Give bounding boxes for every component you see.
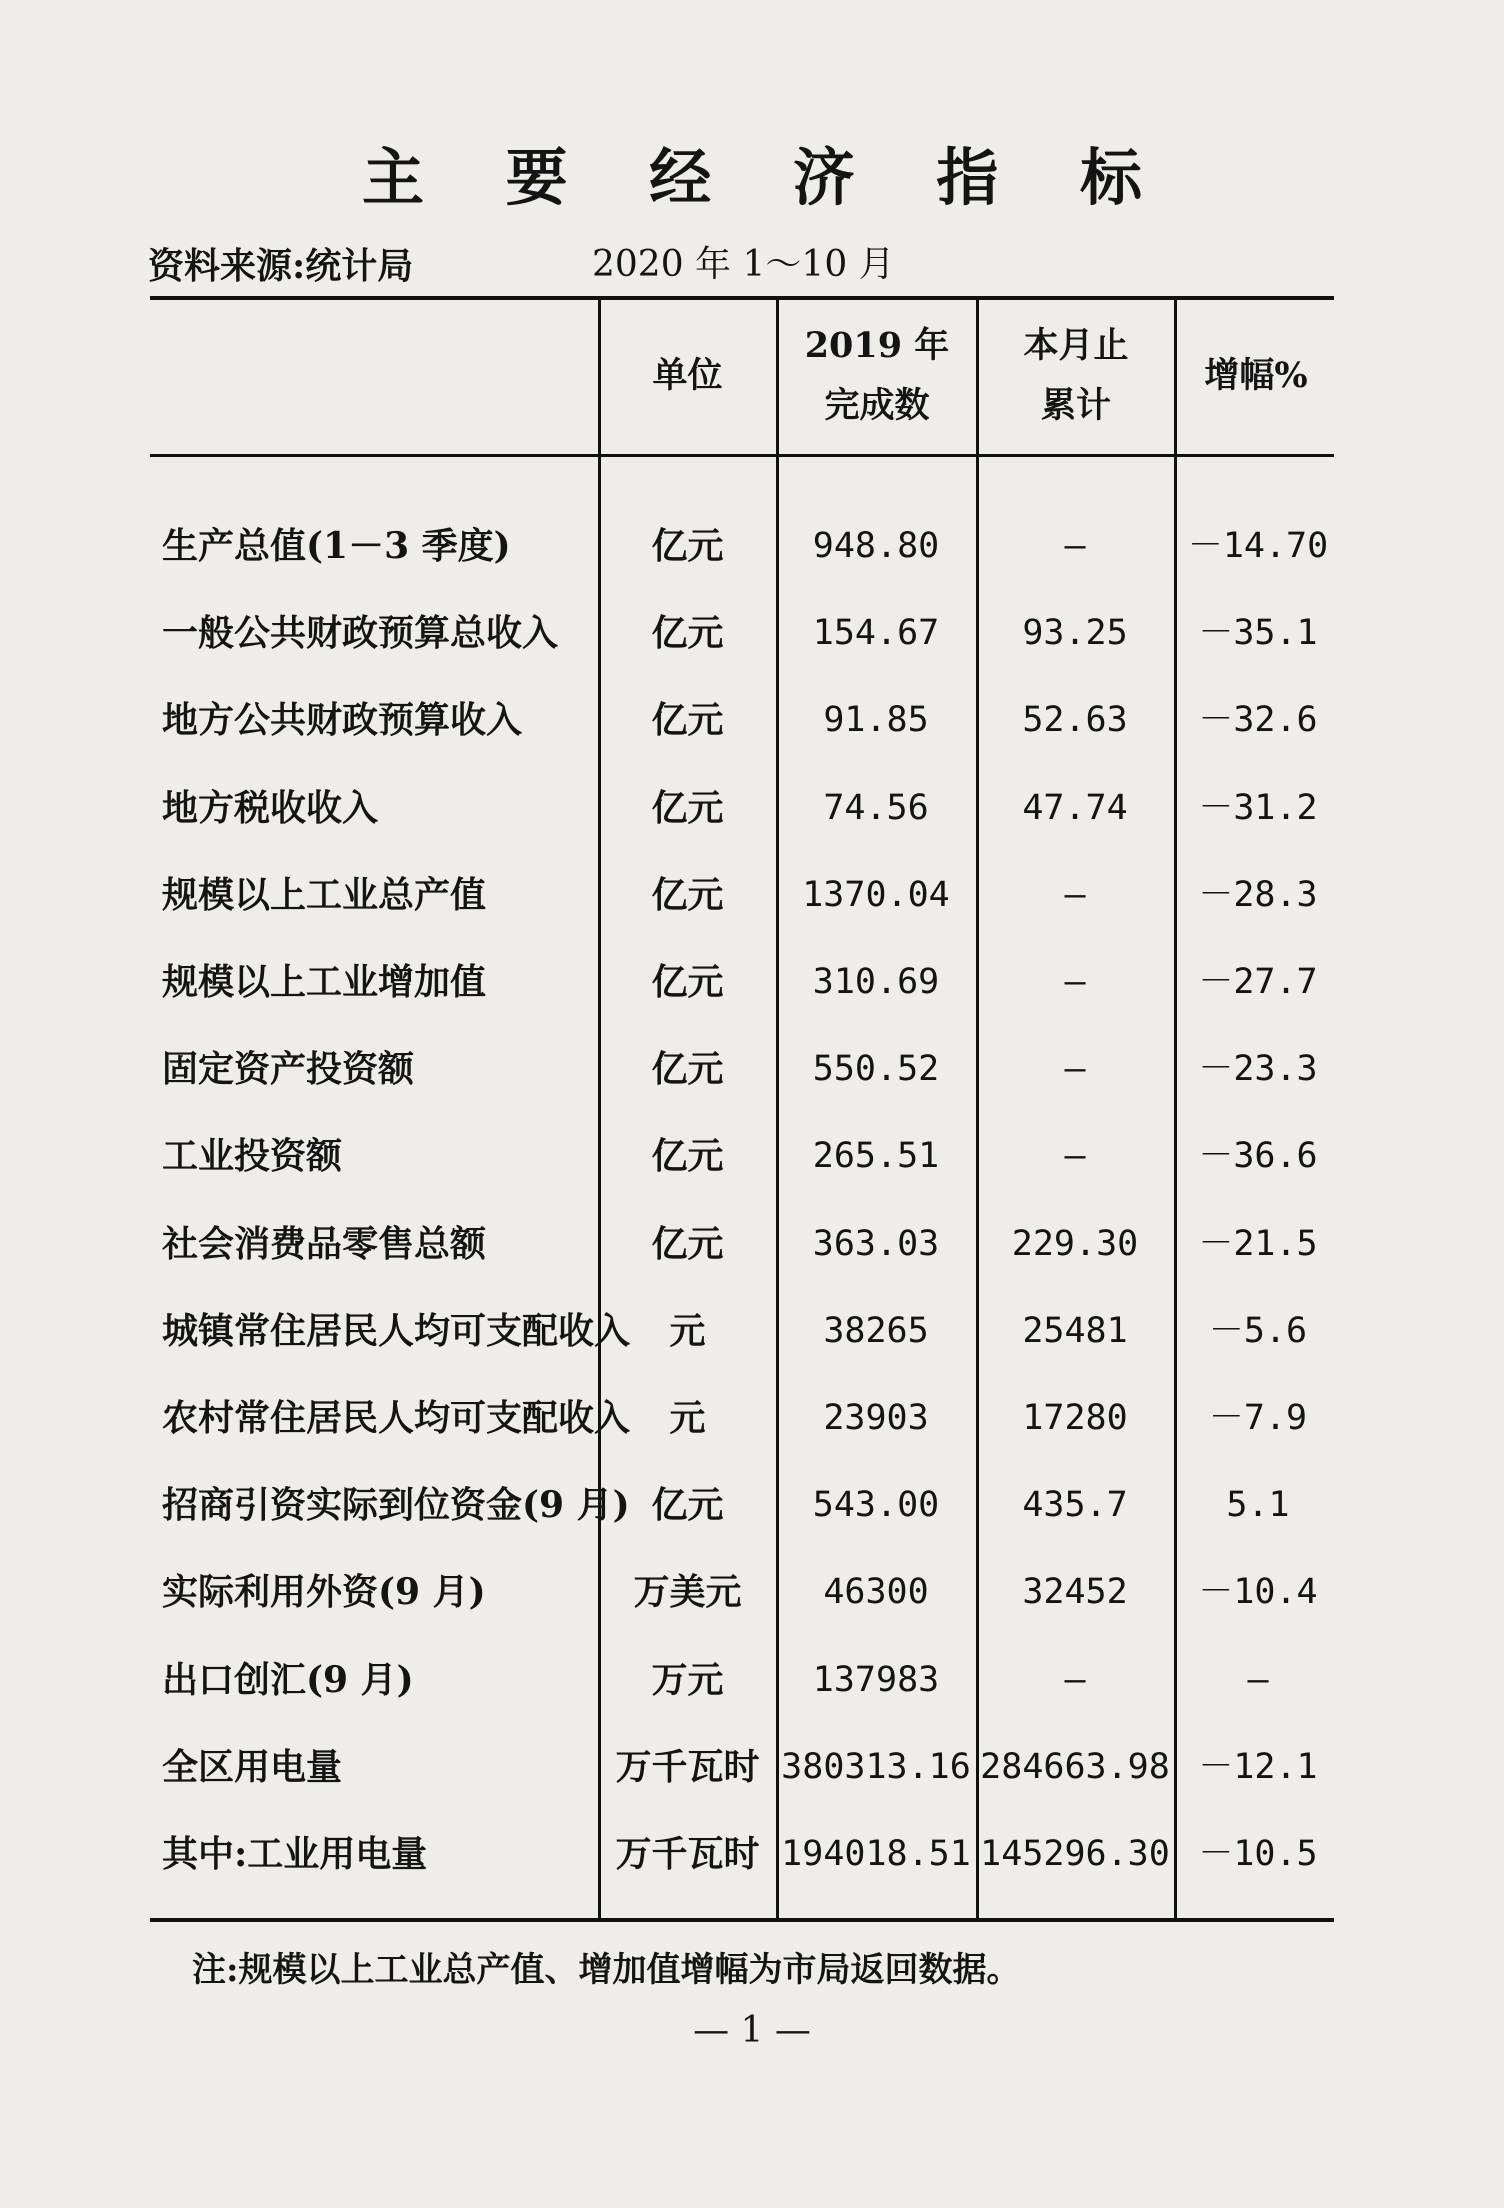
cumulative-cell: 229.30 xyxy=(1011,1223,1139,1264)
cumulative-cell: — xyxy=(1064,526,1086,566)
completed-2019-cell: 948.80 xyxy=(812,526,940,566)
table-row xyxy=(0,1814,1504,1894)
indicator-name: 规模以上工业增加值 xyxy=(162,961,487,1003)
completed-2019-cell: 265.51 xyxy=(812,1136,940,1177)
page-title: 主 要 经 济 指 标 xyxy=(362,141,1172,214)
indicator-name: 社会消费品零售总额 xyxy=(162,1222,487,1265)
indicator-name: 招商引资实际到位资金(9 月) xyxy=(162,1484,630,1527)
indicator-name: 工业投资额 xyxy=(162,1135,343,1178)
growth-cell: －27.7 xyxy=(1198,962,1318,1002)
indicator-name: 地方税收收入 xyxy=(162,786,379,829)
completed-2019-cell: 154.67 xyxy=(812,613,940,654)
cumulative-cell: — xyxy=(1064,874,1086,915)
table-row xyxy=(0,1465,1504,1545)
completed-2019-cell: 137983 xyxy=(812,1659,940,1700)
unit-cell: 万元 xyxy=(651,1658,724,1701)
unit-cell: 亿元 xyxy=(651,1135,724,1178)
cumulative-cell: 435.7 xyxy=(1022,1485,1128,1526)
cumulative-cell: 284663.98 xyxy=(980,1746,1170,1787)
indicator-name: 实际利用外资(9 月) xyxy=(162,1571,486,1614)
completed-2019-cell: 543.00 xyxy=(812,1485,940,1526)
header-2019-completed xyxy=(778,316,976,436)
table-row xyxy=(0,855,1504,935)
growth-cell: －5.6 xyxy=(1208,1310,1308,1351)
header-cumulative xyxy=(978,316,1174,436)
cumulative-cell: — xyxy=(1064,962,1086,1002)
cumulative-cell: 145296.30 xyxy=(980,1834,1170,1874)
cumulative-cell: 47.74 xyxy=(1022,787,1128,828)
table-row xyxy=(0,506,1504,586)
completed-2019-cell: 363.03 xyxy=(812,1223,940,1264)
unit-cell: 万千瓦时 xyxy=(615,1833,760,1875)
table-row xyxy=(0,942,1504,1022)
growth-cell: －7.9 xyxy=(1208,1398,1308,1438)
unit-cell: 亿元 xyxy=(651,786,724,829)
growth-cell: －28.3 xyxy=(1198,874,1318,915)
growth-cell: －12.1 xyxy=(1198,1746,1318,1787)
footnote: 注:规模以上工业总产值、增加值增幅为市局返回数据。 xyxy=(192,1950,1021,1990)
table-row xyxy=(0,593,1504,673)
table-bottom-rule xyxy=(150,1918,1334,1922)
unit-cell: 万美元 xyxy=(633,1571,742,1614)
completed-2019-cell: 1370.04 xyxy=(802,874,950,915)
growth-cell: －32.6 xyxy=(1198,700,1318,741)
table-row xyxy=(0,1291,1504,1371)
unit-cell: 亿元 xyxy=(651,1048,724,1091)
cumulative-cell: 17280 xyxy=(1022,1398,1128,1438)
table-row xyxy=(0,1727,1504,1807)
growth-cell: －35.1 xyxy=(1198,613,1318,654)
indicator-name: 固定资产投资额 xyxy=(162,1048,415,1091)
unit-cell: 亿元 xyxy=(651,1484,724,1527)
cumulative-cell: — xyxy=(1064,1659,1086,1700)
completed-2019-cell: 194018.51 xyxy=(781,1834,971,1874)
growth-cell: －14.70 xyxy=(1187,526,1329,566)
indicator-name: 规模以上工业总产值 xyxy=(162,873,487,916)
table-row xyxy=(0,1552,1504,1632)
header-unit: 单位 xyxy=(652,355,723,396)
unit-cell: 亿元 xyxy=(651,873,724,916)
page-number: — 1 — xyxy=(693,2010,811,2051)
unit-cell: 亿元 xyxy=(651,961,724,1003)
indicator-name: 出口创汇(9 月) xyxy=(162,1658,414,1701)
cumulative-cell: 25481 xyxy=(1022,1310,1128,1351)
table-row xyxy=(0,768,1504,848)
data-source: 资料来源:统计局 xyxy=(148,245,414,287)
table-row xyxy=(0,1116,1504,1196)
header-bottom-rule xyxy=(150,454,1334,457)
table-row xyxy=(0,1640,1504,1720)
header-2019-line2: 完成数 xyxy=(824,385,930,426)
table-row xyxy=(0,1029,1504,1109)
indicator-name: 其中:工业用电量 xyxy=(162,1833,428,1875)
growth-cell: 5.1 xyxy=(1226,1485,1290,1526)
growth-cell: －23.3 xyxy=(1198,1049,1318,1090)
indicator-name: 城镇常住居民人均可支配收入 xyxy=(162,1309,631,1352)
table-row xyxy=(0,1204,1504,1284)
indicator-name: 全区用电量 xyxy=(162,1745,343,1788)
completed-2019-cell: 550.52 xyxy=(812,1049,940,1090)
completed-2019-cell: 38265 xyxy=(823,1310,929,1351)
cumulative-cell: 52.63 xyxy=(1022,700,1128,741)
unit-cell: 亿元 xyxy=(651,525,724,567)
indicator-name: 地方公共财政预算收入 xyxy=(162,699,523,742)
completed-2019-cell: 74.56 xyxy=(823,787,929,828)
header-2019-line1: 2019 年 xyxy=(804,325,950,366)
completed-2019-cell: 91.85 xyxy=(823,700,929,741)
cumulative-cell: — xyxy=(1064,1136,1086,1177)
unit-cell: 元 xyxy=(669,1397,706,1439)
indicator-name: 生产总值(1－3 季度) xyxy=(162,525,511,567)
indicator-name: 一般公共财政预算总收入 xyxy=(162,612,559,655)
cumulative-cell: 32452 xyxy=(1022,1572,1128,1613)
growth-cell: －10.4 xyxy=(1198,1572,1318,1613)
unit-cell: 亿元 xyxy=(651,699,724,742)
unit-cell: 元 xyxy=(669,1309,706,1352)
growth-cell: －21.5 xyxy=(1198,1223,1318,1264)
table-top-rule xyxy=(150,296,1334,300)
cumulative-cell: — xyxy=(1064,1049,1086,1090)
cumulative-cell: 93.25 xyxy=(1022,613,1128,654)
unit-cell: 万千瓦时 xyxy=(615,1745,760,1788)
completed-2019-cell: 46300 xyxy=(823,1572,929,1613)
growth-cell: －31.2 xyxy=(1198,787,1318,828)
header-cumulative-line2: 累计 xyxy=(1040,385,1111,426)
completed-2019-cell: 23903 xyxy=(823,1398,929,1438)
completed-2019-cell: 310.69 xyxy=(812,962,940,1002)
header-growth: 增幅% xyxy=(1204,355,1308,396)
indicator-name: 农村常住居民人均可支配收入 xyxy=(162,1397,631,1439)
report-period: 2020 年 1～10 月 xyxy=(592,244,895,285)
table-row xyxy=(0,680,1504,760)
completed-2019-cell: 380313.16 xyxy=(781,1746,971,1787)
growth-cell: －36.6 xyxy=(1198,1136,1318,1177)
growth-cell: －10.5 xyxy=(1198,1834,1318,1874)
unit-cell: 亿元 xyxy=(651,612,724,655)
growth-cell: — xyxy=(1247,1659,1269,1700)
unit-cell: 亿元 xyxy=(651,1222,724,1265)
header-cumulative-line1: 本月止 xyxy=(1023,325,1129,366)
table-row xyxy=(0,1378,1504,1458)
